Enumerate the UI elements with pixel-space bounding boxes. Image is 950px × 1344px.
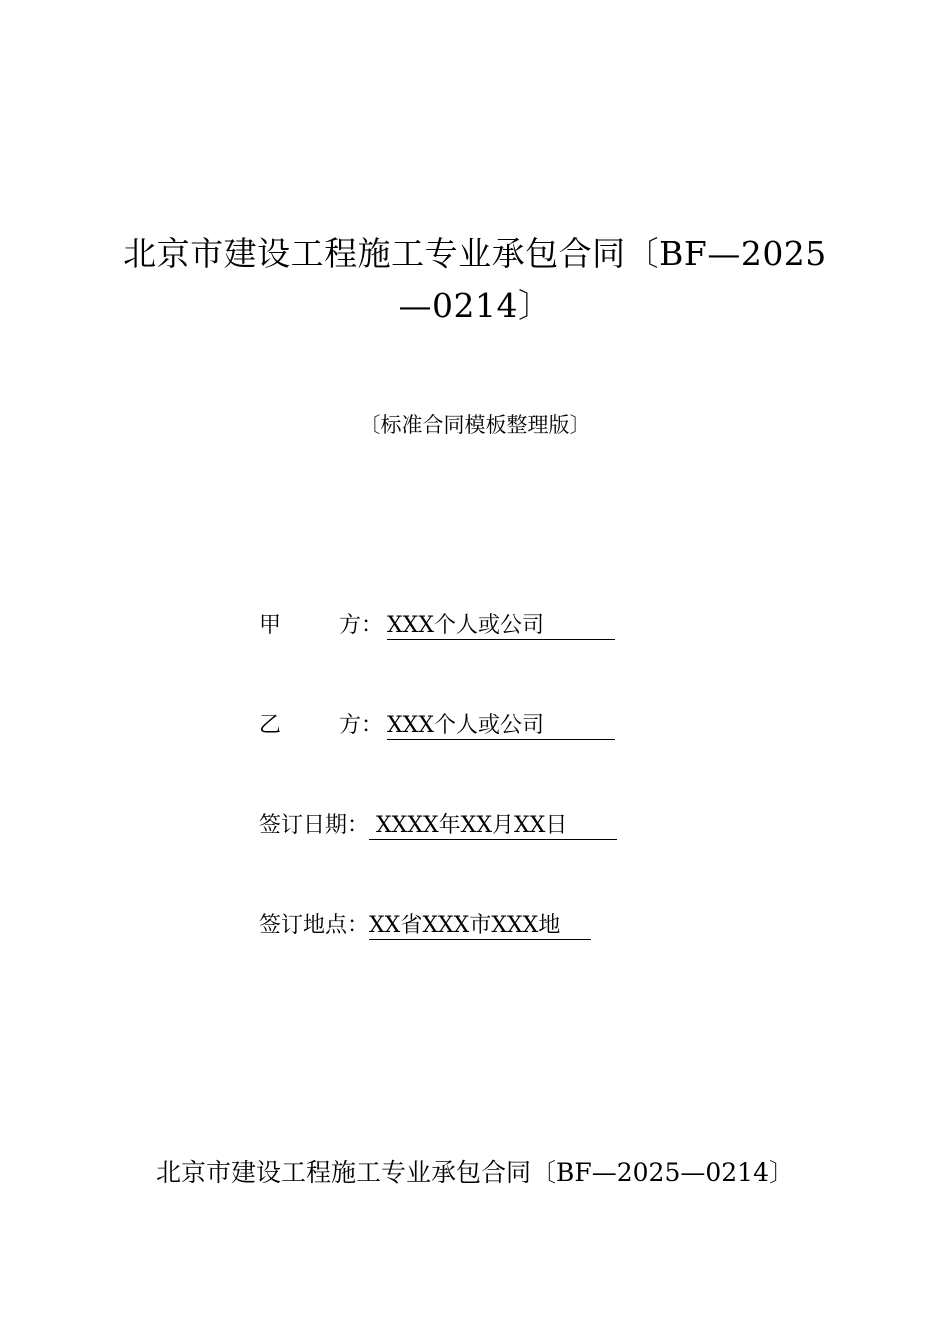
document-footer: 北京市建设工程施工专业承包合同〔BF—2025—0214〕: [156, 1158, 794, 1187]
sign-place-label: 签订地点：: [259, 913, 370, 938]
sign-date-value-text: XXXX年XX月XX日: [376, 813, 568, 838]
sign-date-value: [369, 813, 617, 840]
party-a-label-suffix: 方：: [339, 613, 384, 638]
party-b-field: [259, 710, 615, 742]
sign-date-field: [259, 810, 617, 842]
sign-place-field: [259, 910, 591, 942]
party-a-label-char: 甲: [259, 613, 282, 638]
party-b-label: [259, 710, 387, 742]
sign-date-label: 签订日期：: [259, 813, 370, 838]
document-title-line-1: 北京市建设工程施工专业承包合同〔BF—2025: [123, 234, 827, 273]
party-b-label-char: 乙: [259, 713, 282, 738]
party-b-value: XXX个人或公司: [387, 713, 615, 740]
document-subtitle: 〔标准合同模板整理版〕: [359, 413, 591, 437]
party-a-label: [259, 610, 387, 642]
party-b-label-suffix: 方：: [339, 713, 384, 738]
party-a-value: XXX个人或公司: [387, 613, 615, 640]
sign-place-value: XX省XXX市XXX地: [369, 913, 591, 940]
party-a-field: [259, 610, 615, 642]
document-title: [60, 228, 890, 332]
document-title-line-2: —0214〕: [398, 286, 552, 325]
